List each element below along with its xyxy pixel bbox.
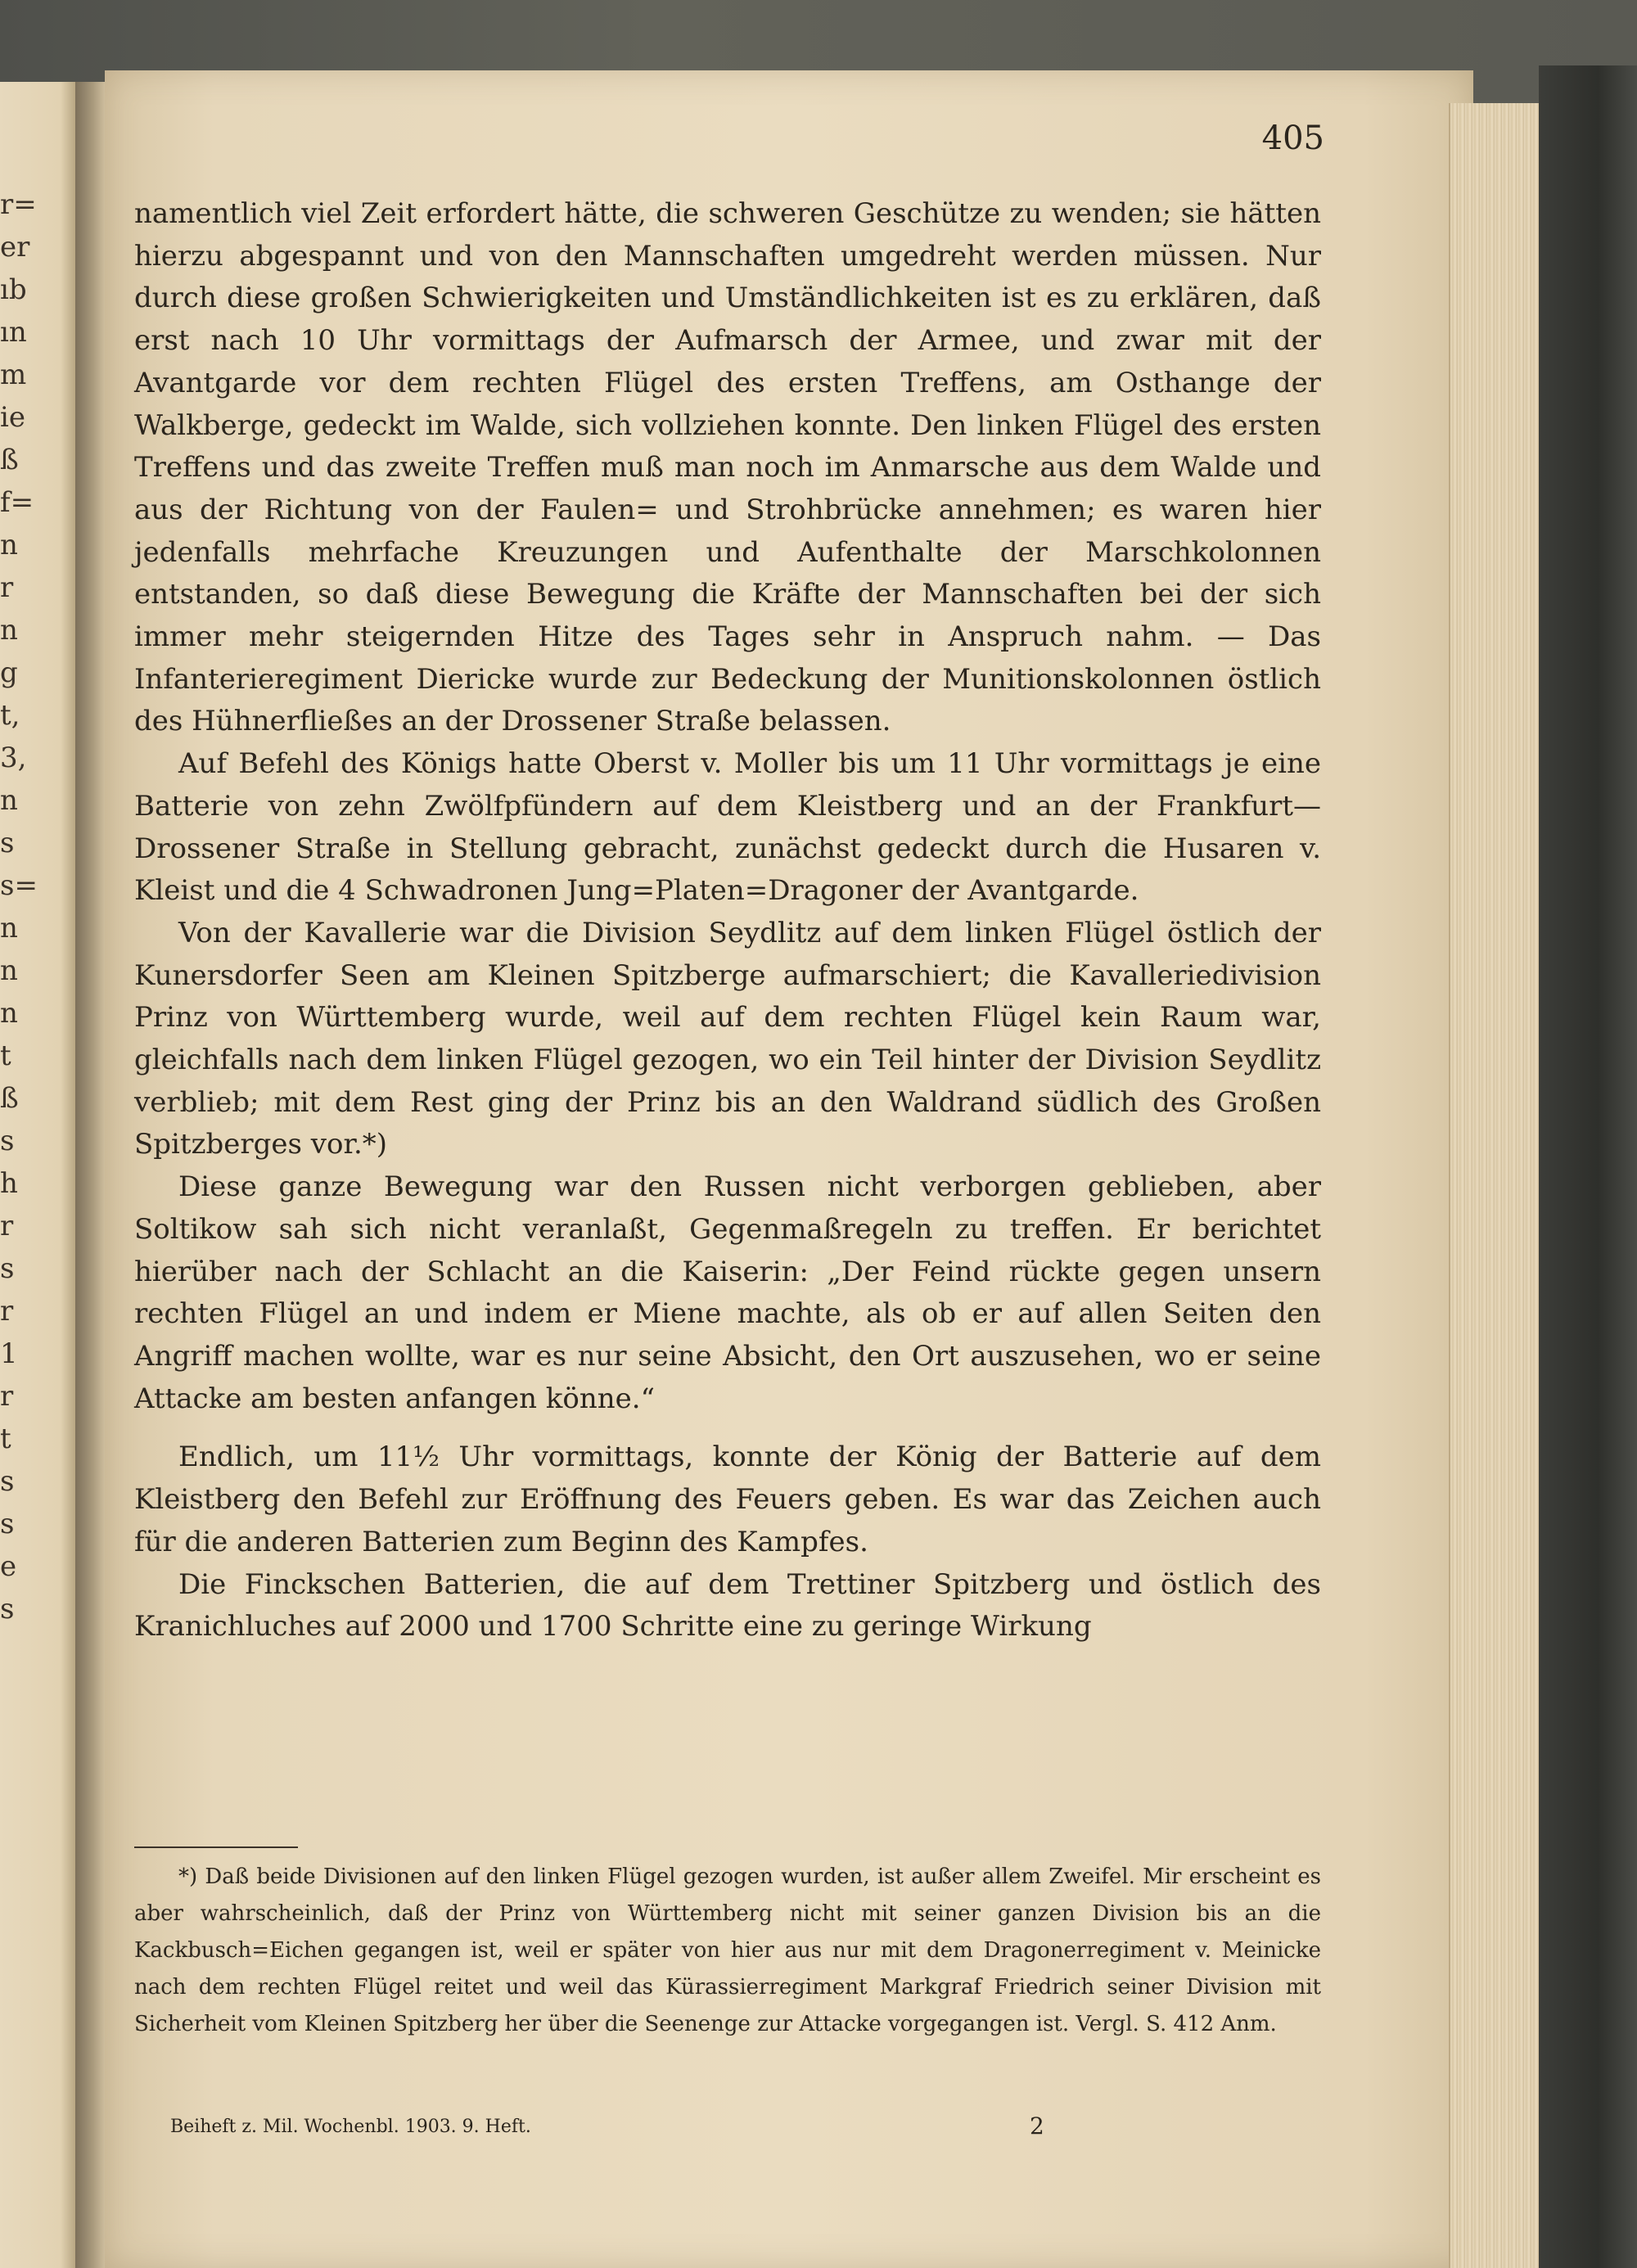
- left-page-fragment: er: [0, 231, 30, 264]
- left-page-fragment: s: [0, 1252, 15, 1285]
- left-page-fragment: s: [0, 1508, 15, 1540]
- body-text: [134, 193, 1321, 1648]
- left-page-fragment: t: [0, 1423, 11, 1455]
- left-page-fragment: ıb: [0, 273, 27, 306]
- left-page-fragment: h: [0, 1167, 18, 1200]
- left-page-fragment: t: [0, 1039, 11, 1072]
- left-page-fragment: 3,: [0, 742, 27, 774]
- left-page-fragment: ß: [0, 1082, 19, 1115]
- left-page-fragment: e: [0, 1550, 17, 1583]
- paragraph: namentlich viel Zeit erfordert hätte, die schweren Geschütze zu wenden; sie hätten hierzu abgespannt und von den Mannschaften umgedreht werden müssen. Nur durch diese großen Schwierigkeiten und Umständlichkeiten ist es zu erklären, daß erst nach 10 Uhr vormittags der Aufmarsch der Armee, und zwar mit der Avantgarde vor dem rechten Flügel des ersten Treffens, am Osthange der Walkberge, gedeckt im Walde, sich vollziehen konnte. Den linken Flügel des ersten Treffens und das zweite Treffen muß man noch im Anmarsche aus dem Walde und aus der Richtung von der Faulen= und Strohbrücke annehmen; es waren hier jedenfalls mehrfache Kreuzungen und Aufenthalte der Marschkolonnen entstanden, so daß diese Bewegung die Kräfte der Mannschaften bei der sich immer mehr steigernden Hitze des Tages sehr in Anspruch nahm. — Das Infanterieregiment Diericke wurde zur Bedeckung der Munitionskolonnen östlich des Hühnerfließes an der Drossener Straße belassen.: [134, 197, 1321, 738]
- book-cover-edge: [1539, 65, 1637, 2268]
- left-page-fragment: ie: [0, 401, 25, 434]
- paragraph: Die Finckschen Batterien, die auf dem Trettiner Spitzberg und östlich des Kranichluches auf 2000 und 1700 Schritte eine zu geringe Wirkung: [134, 1567, 1321, 1644]
- left-page-fragment: f=: [0, 486, 34, 519]
- left-page-fragment: r: [0, 1295, 14, 1328]
- left-page-edge: [0, 82, 75, 2268]
- paragraph: Diese ganze Bewegung war den Russen nicht verborgen geblieben, aber Soltikow sah sich nicht veranlaßt, Gegenmaßregeln zu treffen. Er berichtet hierüber nach der Schlacht an die Kaiserin: „Der Feind rückte gegen unsern rechten Flügel an und indem er Miene machte, als ob er auf allen Seiten den Angriff machen wollte, war es nur seine Absicht, den Ort auszusehen, wo er seine Attacke am besten anfangen könne.“: [134, 1170, 1321, 1415]
- signature-line: Beiheft z. Mil. Wochenbl. 1903. 9. Heft.: [170, 2117, 531, 2137]
- left-page-fragment: s: [0, 1125, 15, 1157]
- left-page-fragment: ın: [0, 316, 27, 349]
- page-edges: [1449, 103, 1540, 2268]
- left-page-fragment: s: [0, 1593, 15, 1625]
- left-page-fragment: t,: [0, 699, 20, 732]
- left-page-fragment: n: [0, 529, 18, 561]
- left-page-fragment: s: [0, 1465, 15, 1498]
- left-page-fragment: s=: [0, 869, 38, 902]
- footnote: [134, 1859, 1321, 2043]
- paragraph: Von der Kavallerie war die Division Seydlitz auf dem linken Flügel östlich der Kunersdorfer Seen am Kleinen Spitzberge aufmarschiert; die Kavalleriedivision Prinz von Württemberg wurde, weil auf dem rechten Flügel kein Raum war, gleichfalls nach dem linken Flügel gezogen, wo ein Teil hinter der Division Seydlitz verblieb; mit dem Rest ging der Prinz bis an den Waldrand südlich des Großen Spitzberges vor.*): [134, 916, 1321, 1161]
- left-page-fragment: n: [0, 997, 18, 1030]
- left-page-fragment: r: [0, 571, 14, 604]
- left-page-fragment: r: [0, 1380, 14, 1413]
- left-page-fragment: n: [0, 912, 18, 945]
- left-page-fragment: n: [0, 954, 18, 987]
- left-page-fragment: n: [0, 784, 18, 817]
- left-page-fragment: g: [0, 656, 18, 689]
- book-page: [105, 70, 1473, 2268]
- left-page-fragment: n: [0, 614, 18, 647]
- page-number: 405: [1261, 119, 1324, 157]
- footnote-rule: [134, 1846, 298, 1848]
- left-page-fragment: ß: [0, 444, 19, 476]
- left-page-fragment: r=: [0, 188, 37, 221]
- left-page-fragment: s: [0, 827, 15, 859]
- paragraph: Endlich, um 11½ Uhr vormittags, konnte der König der Batterie auf dem Kleistberg den Befehl zur Eröffnung des Feuers geben. Es war das Zeichen auch für die anderen Batterien zum Beginn des Kampfes.: [134, 1441, 1321, 1558]
- sheet-number: 2: [1030, 2112, 1044, 2139]
- footnote-text: *) Daß beide Divisionen auf den linken Flügel gezogen wurden, ist außer allem Zweifel. Mir erscheint es aber wahrscheinlich, daß der Prinz von Württemberg nicht mit seiner ganzen Division bis an die Kackbusch=Eichen gegangen ist, weil er später von hier aus nur mit dem Dragonerregiment v. Meinicke nach dem rechten Flügel reitet und weil das Kürassierregiment Markgraf Friedrich seiner Division mit Sicherheit vom Kleinen Spitzberg her über die Seenenge zur Attacke vorgegangen ist. Vergl. S. 412 Anm.: [134, 1864, 1321, 2036]
- left-page-fragment: r: [0, 1210, 14, 1242]
- left-page-fragment: m: [0, 358, 27, 391]
- paragraph: Auf Befehl des Königs hatte Oberst v. Moller bis um 11 Uhr vormittags je eine Batterie von zehn Zwölfpfündern auf dem Kleistberg und an der Frankfurt—Drossener Straße in Stellung gebracht, zunächst gedeckt durch die Husaren v. Kleist und die 4 Schwadronen Jung=Platen=Dragoner der Avantgarde.: [134, 747, 1321, 908]
- book-gutter: [75, 82, 105, 2268]
- left-page-fragment: 1: [0, 1337, 18, 1370]
